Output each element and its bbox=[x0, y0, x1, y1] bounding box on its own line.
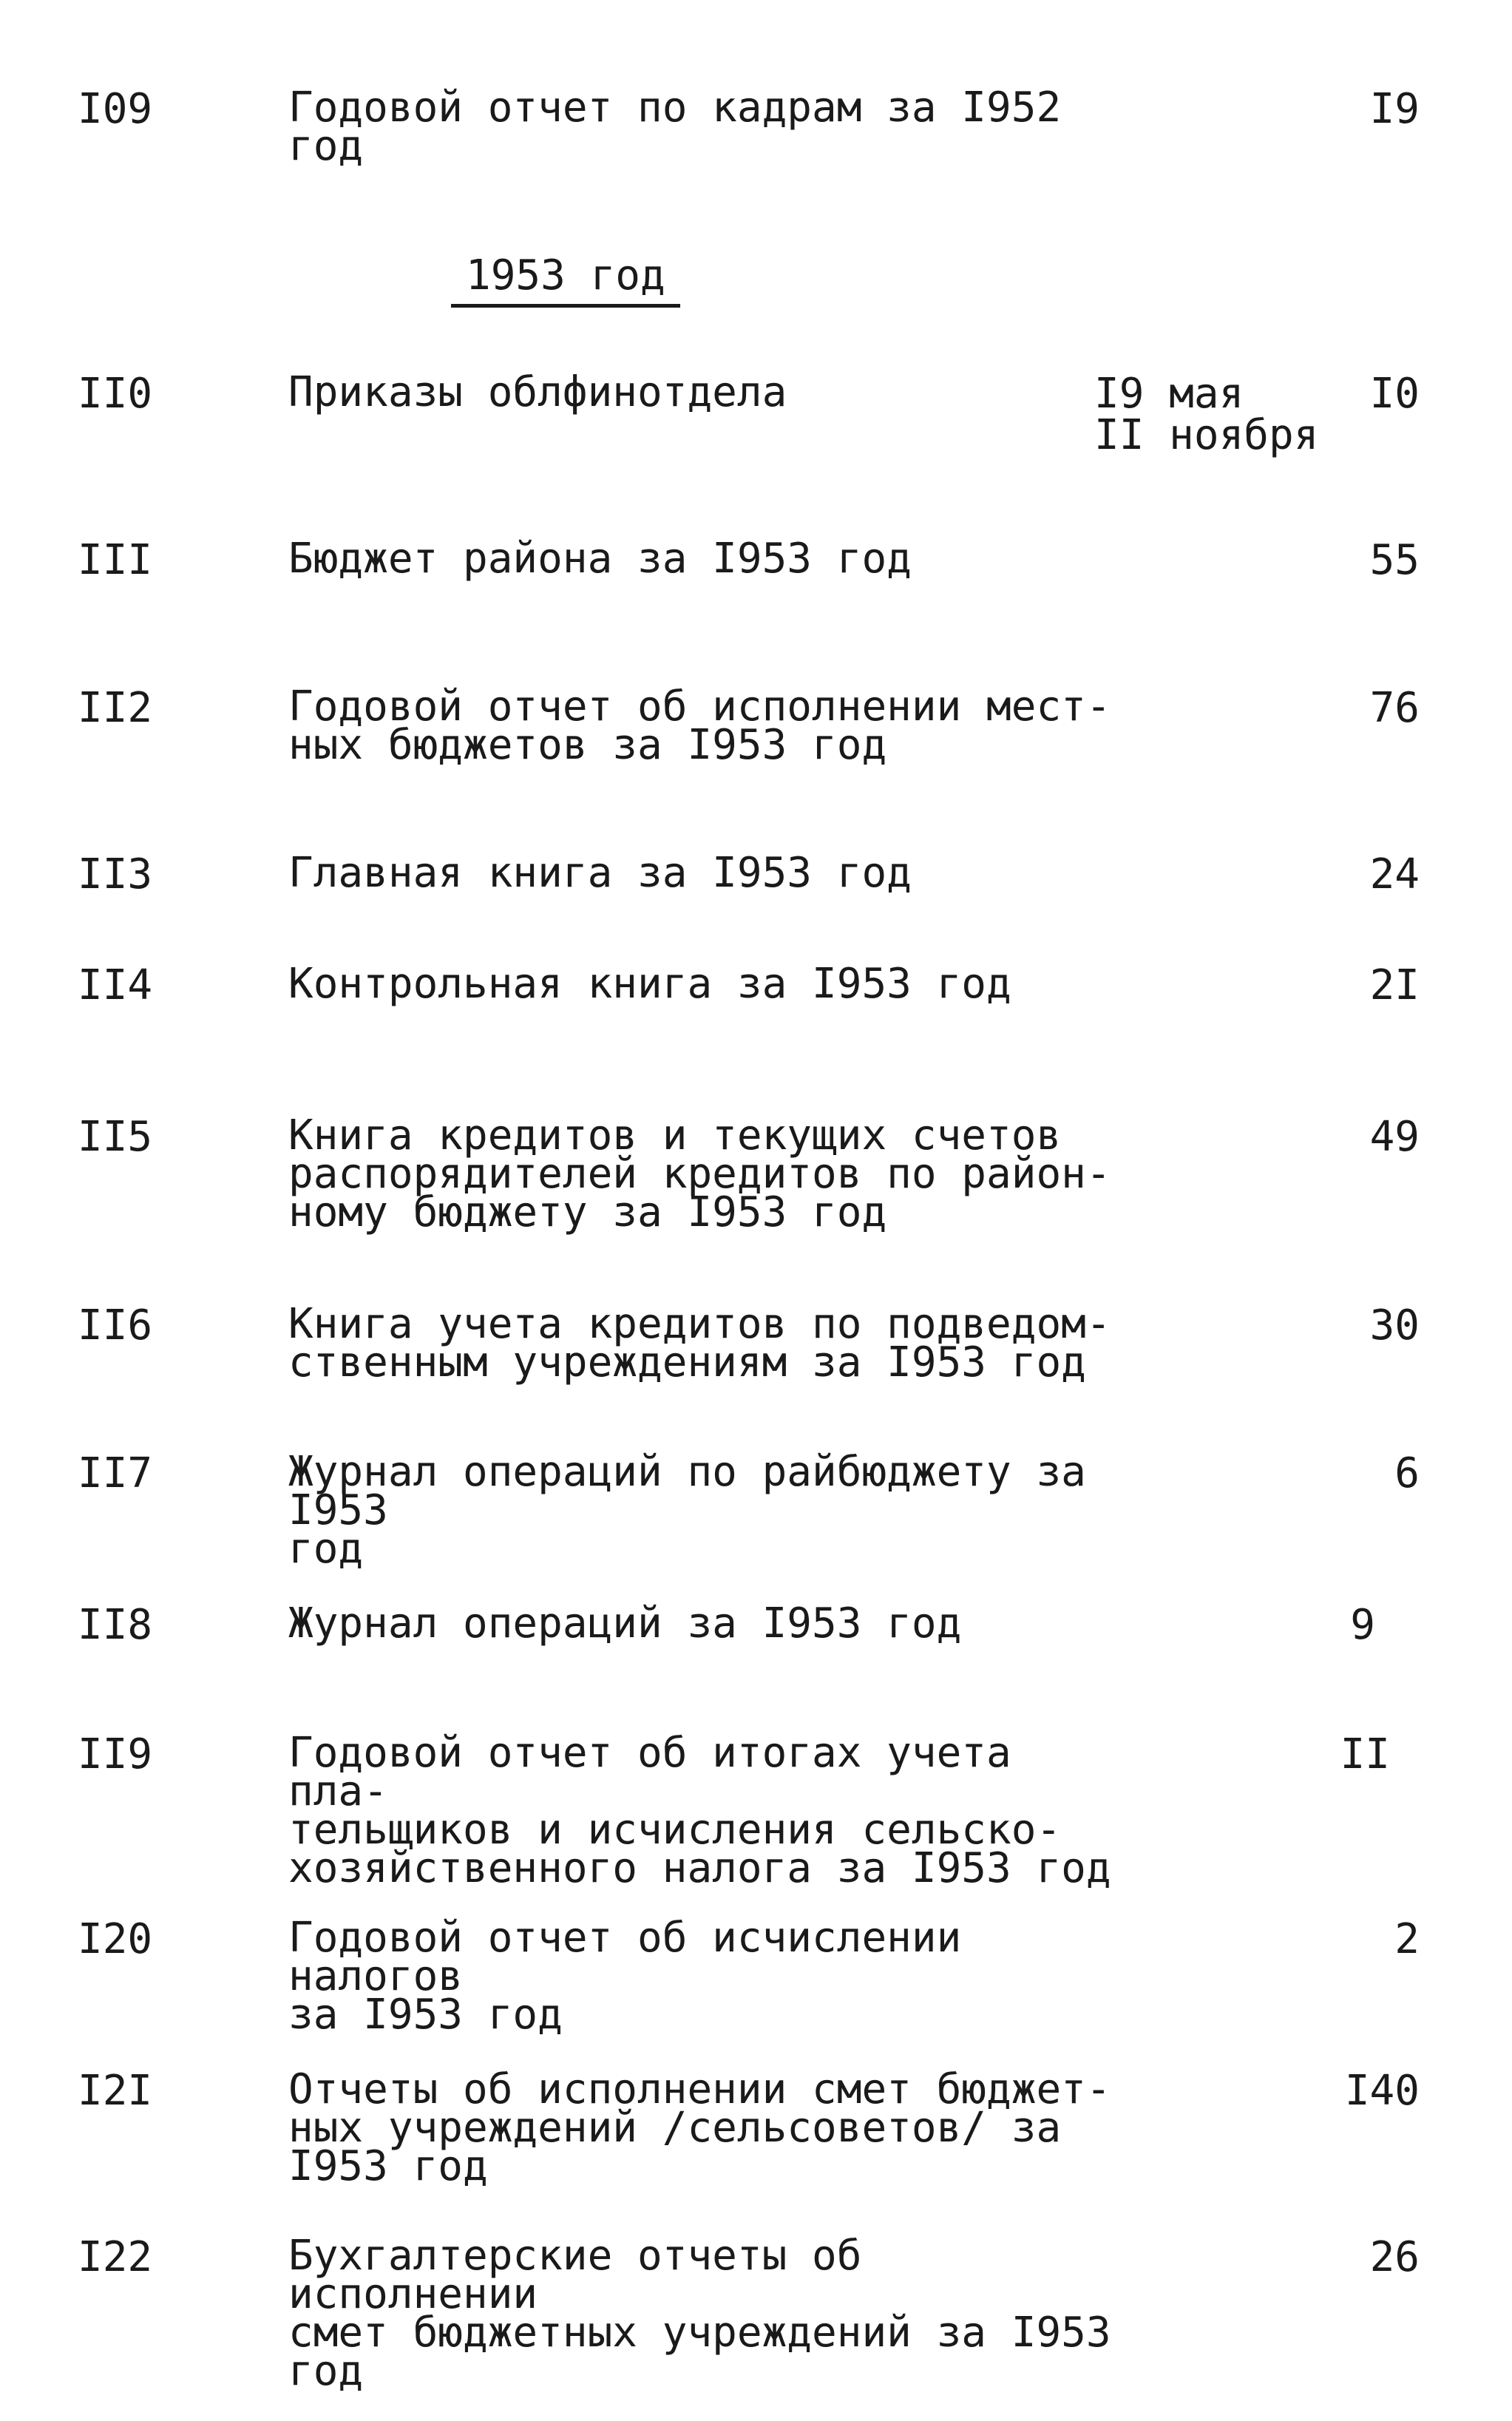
entry-title: Книга учета кредитов по подведом- ственным учреждениям за I953 год bbox=[288, 1300, 1111, 1386]
entry-title: Годовой отчет об итогах учета пла- тельщиков и исчисления сельско- хозяйственного налога за I953 год bbox=[288, 1729, 1111, 1892]
entry-number: I09 bbox=[78, 85, 153, 133]
entry-sheets: 26 bbox=[1369, 2233, 1420, 2281]
entry-sheets: II bbox=[1340, 1730, 1390, 1778]
entry-title: Годовой отчет по кадрам за I952 год bbox=[288, 84, 1062, 170]
entry-number: I20 bbox=[78, 1915, 153, 1963]
entry-date: I9 мая II ноября bbox=[1094, 370, 1319, 459]
entry-title: Бюджет района за I953 год bbox=[288, 535, 912, 583]
entry-title: Отчеты об исполнении смет бюджет- ных учреждений /сельсоветов/ за I953 год bbox=[288, 2065, 1111, 2190]
entry-sheets: I40 bbox=[1344, 2067, 1420, 2115]
entry-title: Книга кредитов и текущих счетов распорядителей кредитов по район- ному бюджету за I953 год bbox=[288, 1111, 1111, 1236]
entry-sheets: 9 bbox=[1350, 1601, 1375, 1649]
entry-sheets: I0 bbox=[1369, 370, 1420, 418]
entry-title: Бухгалтерские отчеты об исполнении смет бюджетных учреждений за I953 год bbox=[288, 2232, 1111, 2395]
entry-number: II3 bbox=[78, 850, 153, 898]
entry-sheets: 6 bbox=[1394, 1449, 1420, 1497]
entry-sheets: 55 bbox=[1369, 536, 1420, 584]
entry-sheets: 30 bbox=[1369, 1301, 1420, 1350]
entry-title: Журнал операций за I953 год bbox=[288, 1599, 962, 1648]
entry-sheets: I9 bbox=[1369, 85, 1420, 133]
entry-sheets: 76 bbox=[1369, 684, 1420, 732]
entry-title: Годовой отчет об исполнении мест- ных бюджетов за I953 год bbox=[288, 683, 1111, 769]
entry-title: Годовой отчет об исчислении налогов за I953 год bbox=[288, 1914, 962, 2039]
entry-title: Контрольная книга за I953 год bbox=[288, 960, 1011, 1008]
year-heading: 1953 год bbox=[451, 255, 680, 308]
entry-sheets: 49 bbox=[1369, 1113, 1420, 1161]
entry-number: I2I bbox=[78, 2067, 153, 2115]
entry-title: Журнал операций по райбюджету за I953 год bbox=[288, 1448, 1086, 1573]
entry-number: II6 bbox=[78, 1301, 153, 1350]
entry-sheets: 2 bbox=[1394, 1915, 1420, 1963]
entry-number: I22 bbox=[78, 2233, 153, 2281]
entry-title: Главная книга за I953 год bbox=[288, 849, 912, 897]
entry-number: II4 bbox=[78, 961, 153, 1009]
entry-number: II0 bbox=[78, 370, 153, 418]
entry-number: II2 bbox=[78, 684, 153, 732]
entry-number: III bbox=[78, 536, 153, 584]
entry-title: Приказы облфинотдела bbox=[288, 368, 787, 416]
entry-sheets: 2I bbox=[1369, 961, 1420, 1009]
entry-number: II9 bbox=[78, 1730, 153, 1778]
entry-number: II8 bbox=[78, 1601, 153, 1649]
entry-sheets: 24 bbox=[1369, 850, 1420, 898]
entry-number: II5 bbox=[78, 1113, 153, 1161]
entry-number: II7 bbox=[78, 1449, 153, 1497]
